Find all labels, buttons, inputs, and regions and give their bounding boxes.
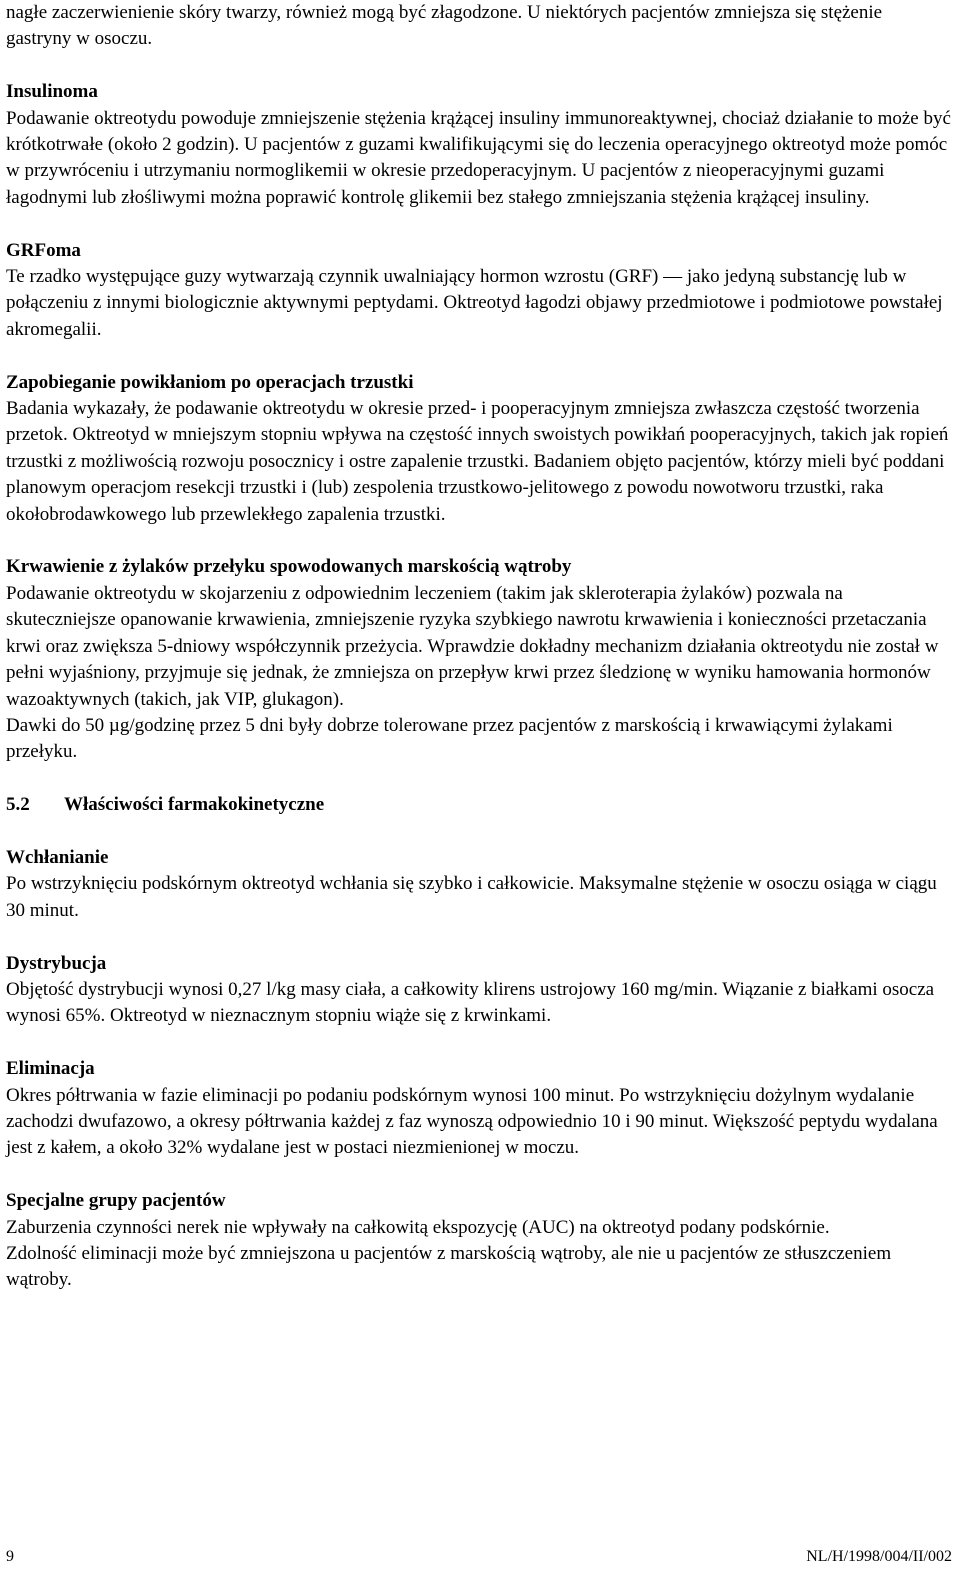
grfoma-heading: GRFoma <box>6 239 81 261</box>
renal-impairment-paragraph: Zaburzenia czynności nerek nie wpływały na całkowitą ekspozycję (AUC) na oktreotyd podany podskórnie. <box>6 1216 830 1238</box>
page-footer <box>6 1547 952 1567</box>
pancreatic-heading: Zapobieganie powikłaniom po operacjach trzustki <box>6 371 414 393</box>
pk-section-heading <box>6 792 952 818</box>
pk-section-title: Właściwości farmakokinetyczne <box>64 794 325 816</box>
varices-section <box>6 554 952 765</box>
special-populations-heading: Specjalne grupy pacjentów <box>6 1190 226 1212</box>
intro-section <box>6 0 952 53</box>
elimination-heading: Eliminacja <box>6 1058 95 1080</box>
distribution-heading: Dystrybucja <box>6 952 107 974</box>
varices-heading: Krwawienie z żylaków przełyku spowodowanych marskością wątroby <box>6 556 572 578</box>
elimination-paragraph: Okres półtrwania w fazie eliminacji po podaniu podskórnym wynosi 100 minut. Po wstrzyknięciu dożylnym wydalanie zachodzi dwufazowo, a okresy półtrwania każdej z faz wynoszą odpowiednio 10 i 90 minut. Większość peptydu wydalana jest z kałem, a około 32% wydalane jest w postaci niezmienionej w moczu. <box>6 1084 938 1159</box>
insulinoma-heading: Insulinoma <box>6 81 98 103</box>
grfoma-paragraph: Te rzadko występujące guzy wytwarzają czynnik uwalniający hormon wzrostu (GRF) — jako jedyną substancję lub w połączeniu z innymi biologicznie aktywnymi peptydami. Oktreotyd łagodzi objawy przedmiotowe i podmiotowe powstałej akromegalii. <box>6 266 943 340</box>
insulinoma-section <box>6 79 952 211</box>
elimination-section <box>6 1056 952 1162</box>
distribution-section <box>6 951 952 1030</box>
special-populations-section <box>6 1188 952 1294</box>
absorption-section <box>6 845 952 924</box>
pancreatic-paragraph: Badania wykazały, że podawanie oktreotydu w okresie przed- i pooperacyjnym zmniejsza zwłaszcza częstość tworzenia przetok. Oktreotyd w mniejszym stopniu wpływa na częstość innych swoistych powikłań pooperacyjnych, takich jak ropień trzustki z możliwością rozwoju posocznicy i ostre zapalenie trzustki. Badaniem objęto pacjentów, którzy mieli być poddani planowym operacjom resekcji trzustki i (lub) zespolenia trzustkowo-jelitowego z powodu nowotworu trzustki, raka okołobrodawkowego lub przewlekłego zapalenia trzustki. <box>6 398 949 525</box>
distribution-paragraph: Objętość dystrybucji wynosi 0,27 l/kg masy ciała, a całkowity klirens ustrojowy 160 mg/min. Wiązanie z białkami osocza wynosi 65%. Oktreotyd w nieznacznym stopniu wiąże się z krwinkami. <box>6 978 935 1027</box>
insulinoma-paragraph: Podawanie oktreotydu powoduje zmniejszenie stężenia krążącej insuliny immunoreaktywnej, chociaż działanie to może być krótkotrwałe (około 2 godzin). U pacjentów z guzami kwalifikującymi się do leczenia operacyjnego oktreotyd może pomóc w przywróceniu i utrzymaniu normoglikemii w okresie przedoperacyjnym. U pacjentów z nieoperacyjnymi guzami łagodnymi lub złośliwymi można poprawić kontrolę glikemii bez stałego zmniejszania stężenia krążącej insuliny. <box>6 107 951 208</box>
document-reference: NL/H/1998/004/II/002 <box>806 1548 952 1565</box>
varices-dose-paragraph: Dawki do 50 µg/godzinę przez 5 dni były dobrze tolerowane przez pacjentów z marskością i krwawiącymi żylakami przełyku. <box>6 714 893 763</box>
pancreatic-section <box>6 370 952 528</box>
hepatic-impairment-paragraph: Zdolność eliminacji może być zmniejszona u pacjentów z marskością wątroby, ale nie u pacjentów ze stłuszczeniem wątroby. <box>6 1242 892 1291</box>
document-page <box>6 0 952 1294</box>
absorption-paragraph: Po wstrzyknięciu podskórnym oktreotyd wchłania się szybko i całkowicie. Maksymalne stężenie w osoczu osiąga w ciągu 30 minut. <box>6 873 937 921</box>
varices-paragraph: Podawanie oktreotydu w skojarzeniu z odpowiednim leczeniem (takim jak skleroterapia żylaków) pozwala na skuteczniejsze opanowanie krwawienia, zmniejszenie ryzyka szybkiego nawrotu krwawienia i konieczności przetaczania krwi oraz zwiększa 5-dniowy współczynnik przeżycia. Wprawdzie dokładny mechanizm działania oktreotydu nie został w pełni wyjaśniony, przyjmuje się jednak, że zmniejsza on przepływ krwi przez śledzionę w wyniku hamowania hormonów wazoaktywnych (takich, jak VIP, glukagon). <box>6 582 939 710</box>
pk-section-number: 5.2 <box>6 794 30 816</box>
page-number: 9 <box>6 1548 14 1565</box>
absorption-heading: Wchłanianie <box>6 846 109 868</box>
grfoma-section <box>6 238 952 344</box>
intro-paragraph: nagłe zaczerwienienie skóry twarzy, również mogą być złagodzone. U niektórych pacjentów zmniejsza się stężenie gastryny w osoczu. <box>6 2 883 50</box>
